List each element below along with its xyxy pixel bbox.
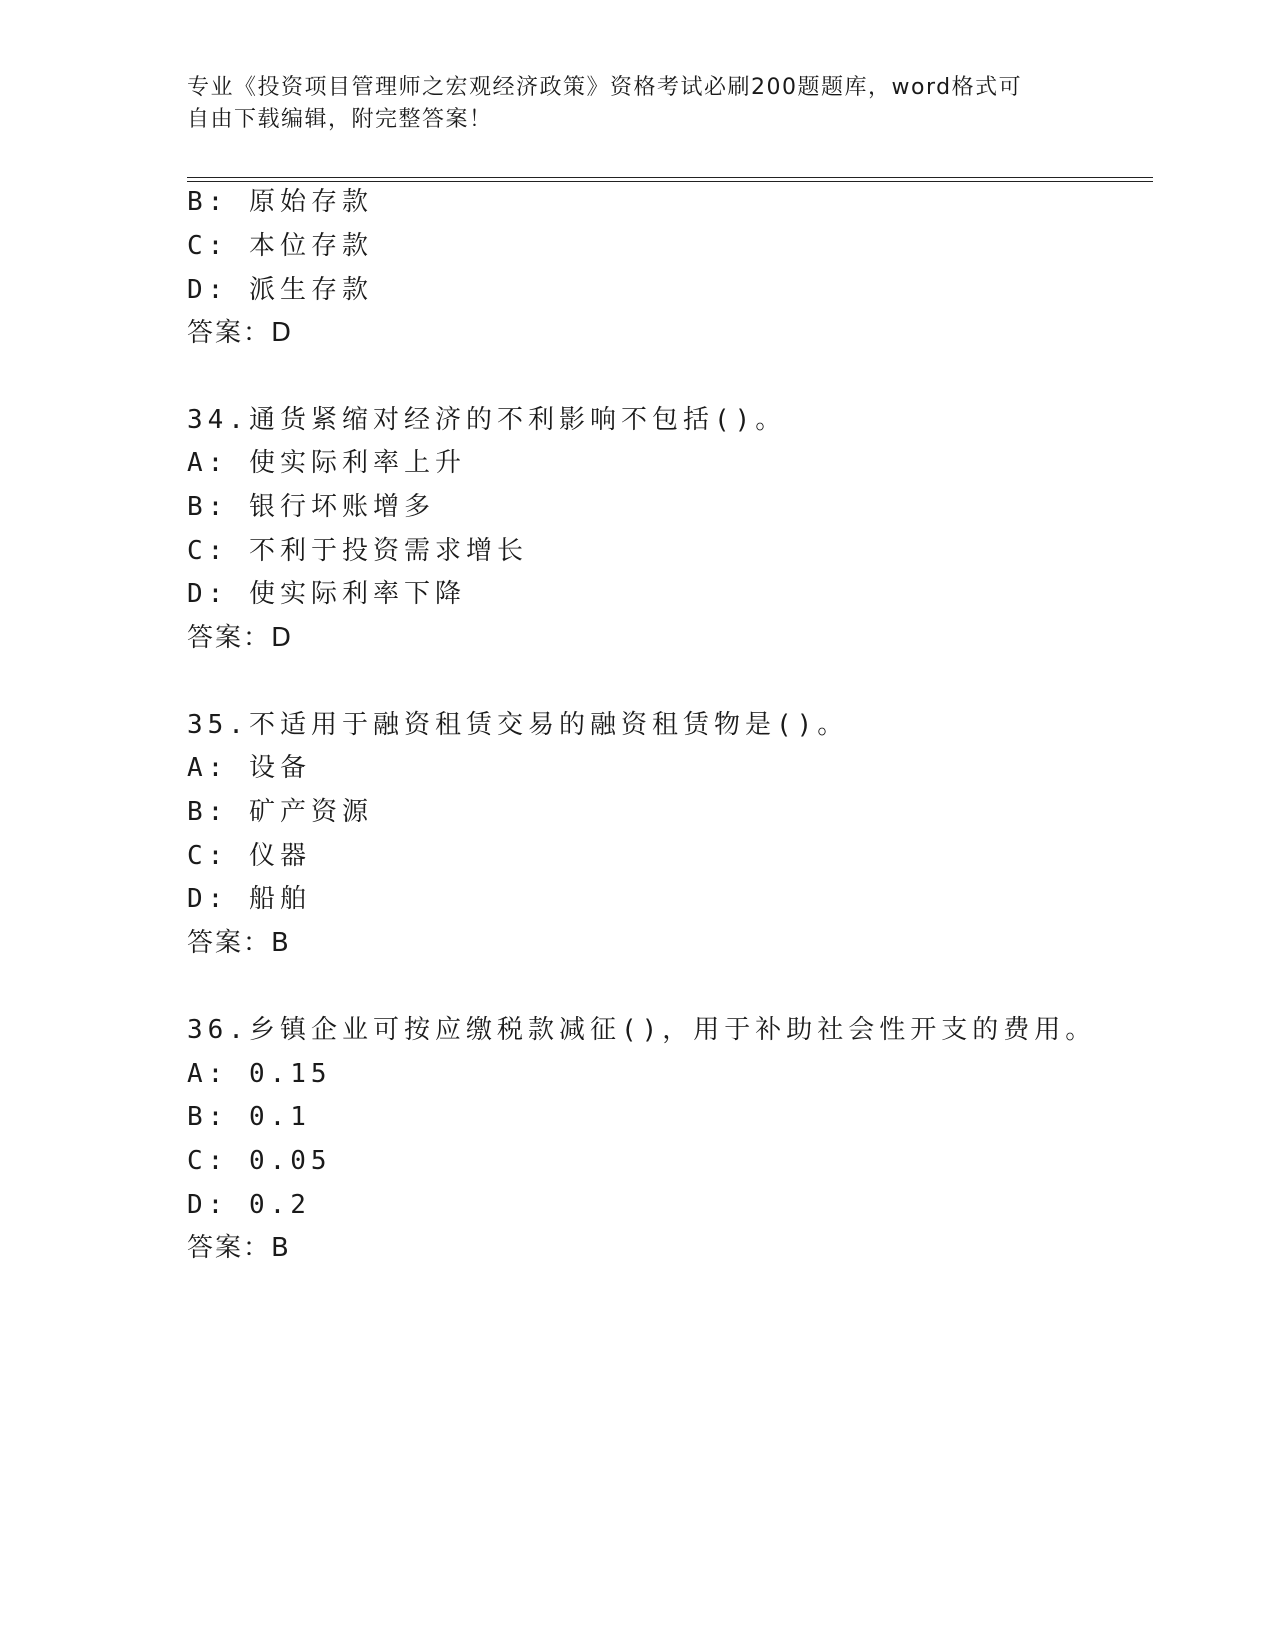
option-c: C: 本位存款 [187,231,373,261]
option-d: D: 0.2 [187,1190,311,1220]
header-line-1: 专业《投资项目管理师之宏观经济政策》资格考试必刷200题题库，word格式可 [187,75,1023,100]
option-b: B: 原始存款 [187,187,373,217]
header-line-2: 自由下载编辑，附完整答案！ [187,107,493,132]
option-b: B: 0.1 [187,1102,311,1132]
header-divider-top [187,177,1153,178]
option-b: B: 矿产资源 [187,797,373,827]
option-d: D: 船舶 [187,884,311,914]
option-a: A: 使实际利率上升 [187,448,466,478]
option-d: D: 派生存款 [187,275,373,305]
option-a: A: 0.15 [187,1059,332,1089]
question-stem: 36.乡镇企业可按应缴税款减征()，用于补助社会性开支的费用。 [187,1015,1097,1045]
document-header [187,72,1067,136]
header-divider-bottom [187,181,1153,182]
option-c: C: 不利于投资需求增长 [187,536,528,566]
answer: 答案：B [187,928,291,958]
question-stem: 34.通货紧缩对经济的不利影响不包括()。 [187,405,787,435]
answer: 答案：D [187,318,294,348]
question-stem: 35.不适用于融资租赁交易的融资租赁物是()。 [187,710,849,740]
answer: 答案：D [187,623,294,653]
option-b: B: 银行坏账增多 [187,492,435,522]
option-a: A: 设备 [187,753,311,783]
option-c: C: 仪器 [187,841,311,871]
option-d: D: 使实际利率下降 [187,579,466,609]
answer: 答案：B [187,1233,291,1263]
option-c: C: 0.05 [187,1146,332,1176]
